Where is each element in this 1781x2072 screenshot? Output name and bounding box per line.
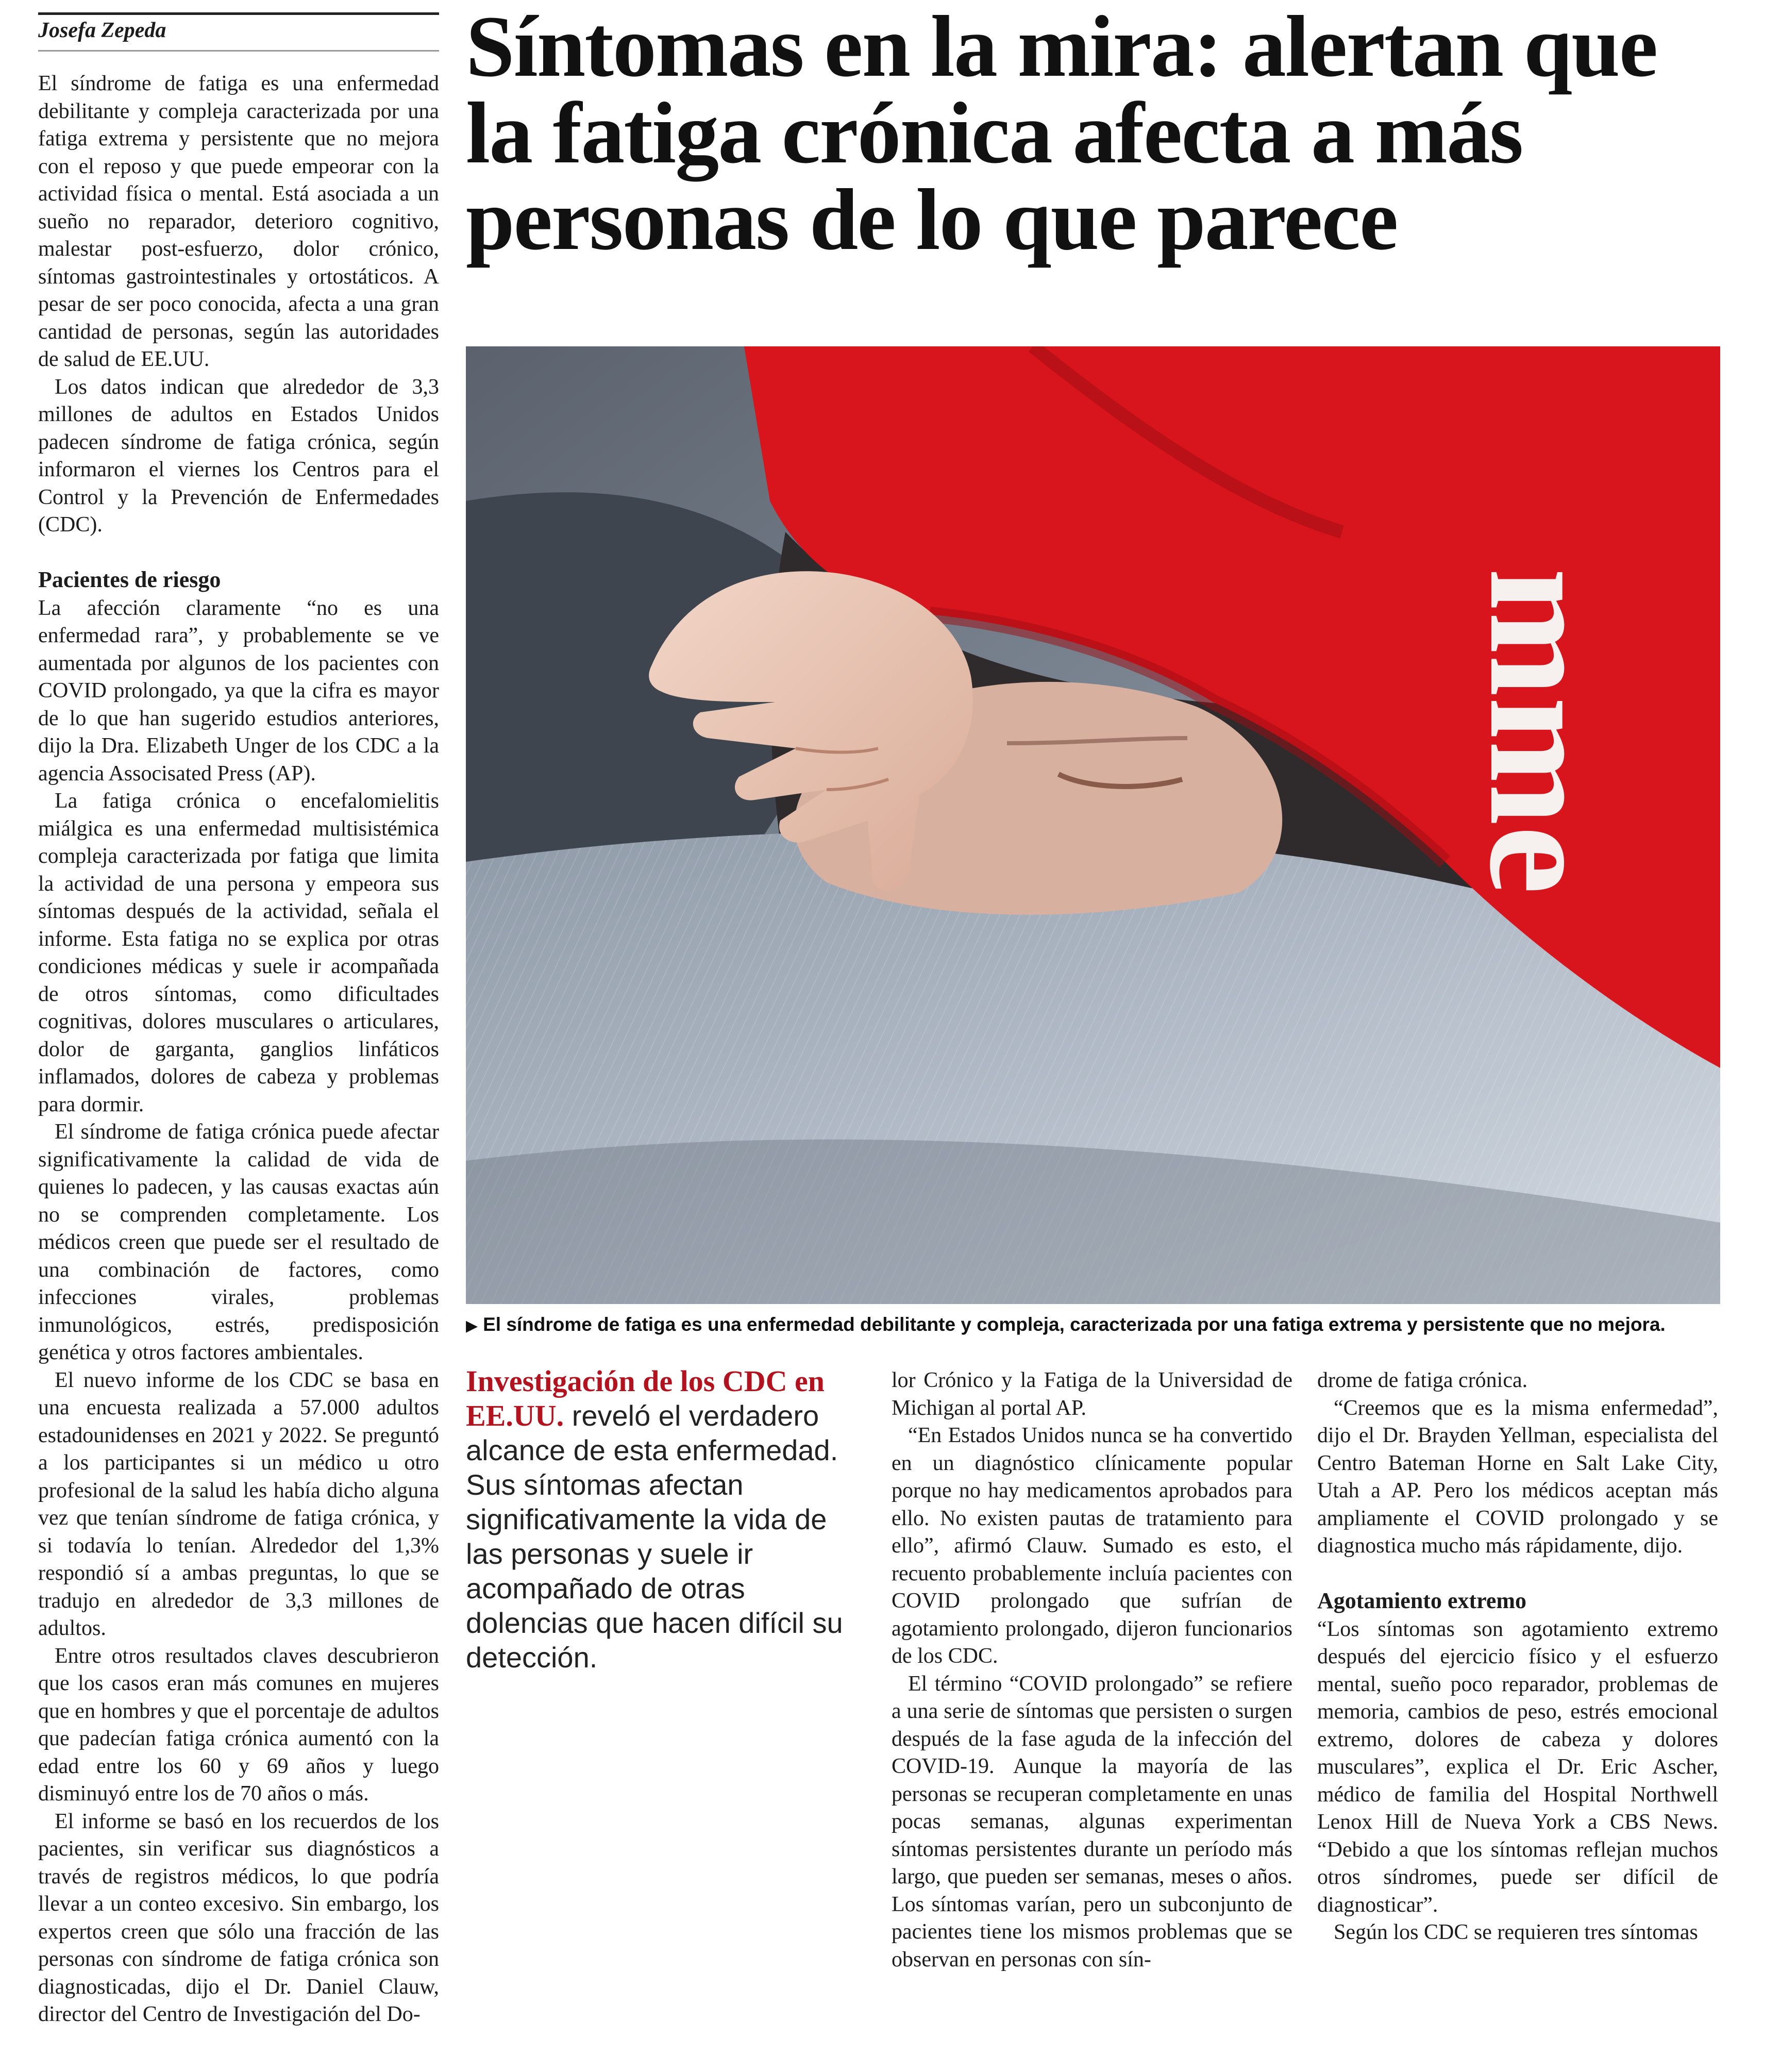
pull-quote-text: reveló el verdadero alcance de esta enfermedad. Sus síntomas afectan significativamente la vida de las personas y suele ir acompañado de otras dolencias que hacen difícil su detección. — [466, 1399, 843, 1674]
paragraph: Según los CDC se requieren tres síntomas — [1334, 1920, 1698, 1944]
caption-text: El síndrome de fatiga es una enfermedad debilitante y compleja, caracterizada por una fatiga extrema y persistente que no mejora. — [483, 1314, 1666, 1335]
pull-quote-lead: Investigación de los CDC en EE.UU. — [466, 1364, 825, 1432]
paragraph: Entre otros resultados claves descubrieron que los casos eran más comunes en mujeres que en hombres y que el porcentaje de adultos que padecían fatiga crónica aumentó con la edad entre los 60 y 69 años y luego disminuyó entre los de 70 años o más. — [38, 1644, 439, 1806]
article-photo — [466, 346, 1720, 1304]
right-column — [1317, 1367, 1718, 1947]
photo-illustration — [466, 346, 1720, 1304]
headline: Síntomas en la mira: alertan que la fatiga crónica afecta a más personas de lo que parece — [466, 0, 1657, 268]
top-rule — [38, 12, 439, 15]
photo-caption — [466, 1309, 1723, 1342]
paragraph: El síndrome de fatiga es una enfermedad debilitante y compleja caracterizada por una fatiga extrema y persistente que no mejora con el reposo y que puede empeorar con la actividad física o mental. Está asociada a un sueño no reparador, deterioro cognitivo, malestar post-esfuerzo, dolor crónico, síntomas gastrointestinales y ortostáticos. A pesar de ser poco conocida, afecta a una gran cantidad de personas, según las autoridades de salud de EE.UU. — [38, 72, 439, 371]
sweater-lettering: mme — [1458, 568, 1629, 894]
paragraph: “Los síntomas son agotamiento extremo después del ejercicio físico y el esfuerzo mental, sueño poco reparador, problemas de memoria, cambios de peso, estrés emocional extremo, dolores de cabeza y dolores musculares”, explica el Dr. Eric Ascher, médico de familia del Hospital Northwell Lenox Hill de Nueva York a CBS News. “Debido a que los síntomas reflejan muchos otros síndromes, puede ser difícil de diagnosticar”. — [1317, 1617, 1718, 1917]
subhead-agotamiento-extremo: Agotamiento extremo — [1317, 1588, 1527, 1613]
paragraph: Los datos indican que alrededor de 3,3 millones de adultos en Estados Unidos padecen síndrome de fatiga crónica, según informaron el viernes los Centros para el Control y la Prevención de Enfermedades (CDC). — [38, 375, 439, 537]
paragraph: La fatiga crónica o encefalomielitis miálgica es una enfermedad multisistémica compleja caracterizada por fatiga que limita la actividad de una persona y empeora sus síntomas después de la actividad, señala el informe. Esta fatiga no se explica por otras condiciones médicas y suele ir acompañada de otros síntomas, como dificultades cognitivas, dolores musculares o articulares, dolor de garganta, ganglios linfáticos inflamados, dolores de cabeza y problemas para dormir. — [38, 789, 439, 1116]
paragraph: El síndrome de fatiga crónica puede afectar significativamente la calidad de vida de quienes lo padecen, y las causas exactas aún no se comprenden completamente. Los médicos creen que puede ser el resultado de una combinación de factores, como infecciones virales, problemas inmunológicos, estrés, predisposición genética y otros factores ambientales. — [38, 1120, 439, 1364]
pull-quote — [466, 1364, 868, 1675]
byline-rule — [38, 50, 439, 52]
paragraph: lor Crónico y la Fatiga de la Universidad de Michigan al portal AP. — [892, 1368, 1292, 1420]
subhead-pacientes-de-riesgo: Pacientes de riesgo — [38, 566, 221, 592]
paragraph: El nuevo informe de los CDC se basa en una encuesta realizada a 57.000 adultos estadounidenses en 2021 y 2022. Se preguntó a los participantes si un médico u otro profesional de la salud les había dicho alguna vez que tenían síndrome de fatiga crónica, y si todavía lo tenían. Alrededor del 1,3% respondió sí a ambas preguntas, lo que se tradujo en alrededor de 3,3 millones de adultos. — [38, 1368, 439, 1640]
byline: Josefa Zepeda — [38, 19, 166, 42]
paragraph: La afección claramente “no es una enfermedad rara”, y probablemente se ve aumentada por algunos de los pacientes con COVID prolongado, ya que la cifra es mayor de lo que han sugerido estudios anteriores, dijo la Dra. Elizabeth Unger de los CDC a la agencia Associsated Press (AP). — [38, 596, 439, 786]
paragraph: “En Estados Unidos nunca se ha convertido en un diagnóstico clínicamente popular porque no hay medicamentos aprobados para ello. No existen pautas de tratamiento para ello”, afirmó Clauw. Sumado es esto, el recuento probablemente incluía pacientes con COVID prolongado que sufrían de agotamiento prolongado, dijeron funcionarios de los CDC. — [892, 1424, 1292, 1668]
paragraph: El informe se basó en los recuerdos de los pacientes, sin verificar sus diagnósticos a través de registros médicos, lo que podría llevar a un conteo excesivo. Sin embargo, los expertos creen que sólo una fracción de las personas con síndrome de fatiga crónica son diagnosticadas, dijo el Dr. Daniel Clauw, director del Centro de Investigación del Do- — [38, 1809, 439, 2026]
middle-column — [892, 1367, 1292, 1974]
paragraph: El término “COVID prolongado” se refiere a una serie de síntomas que persisten o surgen después de la fase aguda de la infección del COVID-19. Aunque la mayoría de las personas se recuperan completamente en unas pocas semanas, algunas experimentan síntomas persistentes durante un período más largo, que pueden ser semanas, meses o años. Los síntomas varían, pero un subconjunto de pacientes tiene los mismos problemas que se observan en personas con sín- — [892, 1672, 1292, 1971]
paragraph: “Creemos que es la misma enfermedad”, dijo el Dr. Brayden Yellman, especialista del Centro Bateman Horne en Salt Lake City, Utah a AP. Pero los médicos aceptan más ampliamente el COVID prolongado y se diagnostica mucho más rápidamente, dijo. — [1317, 1396, 1718, 1558]
paragraph: drome de fatiga crónica. — [1317, 1368, 1528, 1392]
caption-arrow-icon: ▶ — [466, 1317, 478, 1334]
left-column — [38, 12, 439, 2029]
